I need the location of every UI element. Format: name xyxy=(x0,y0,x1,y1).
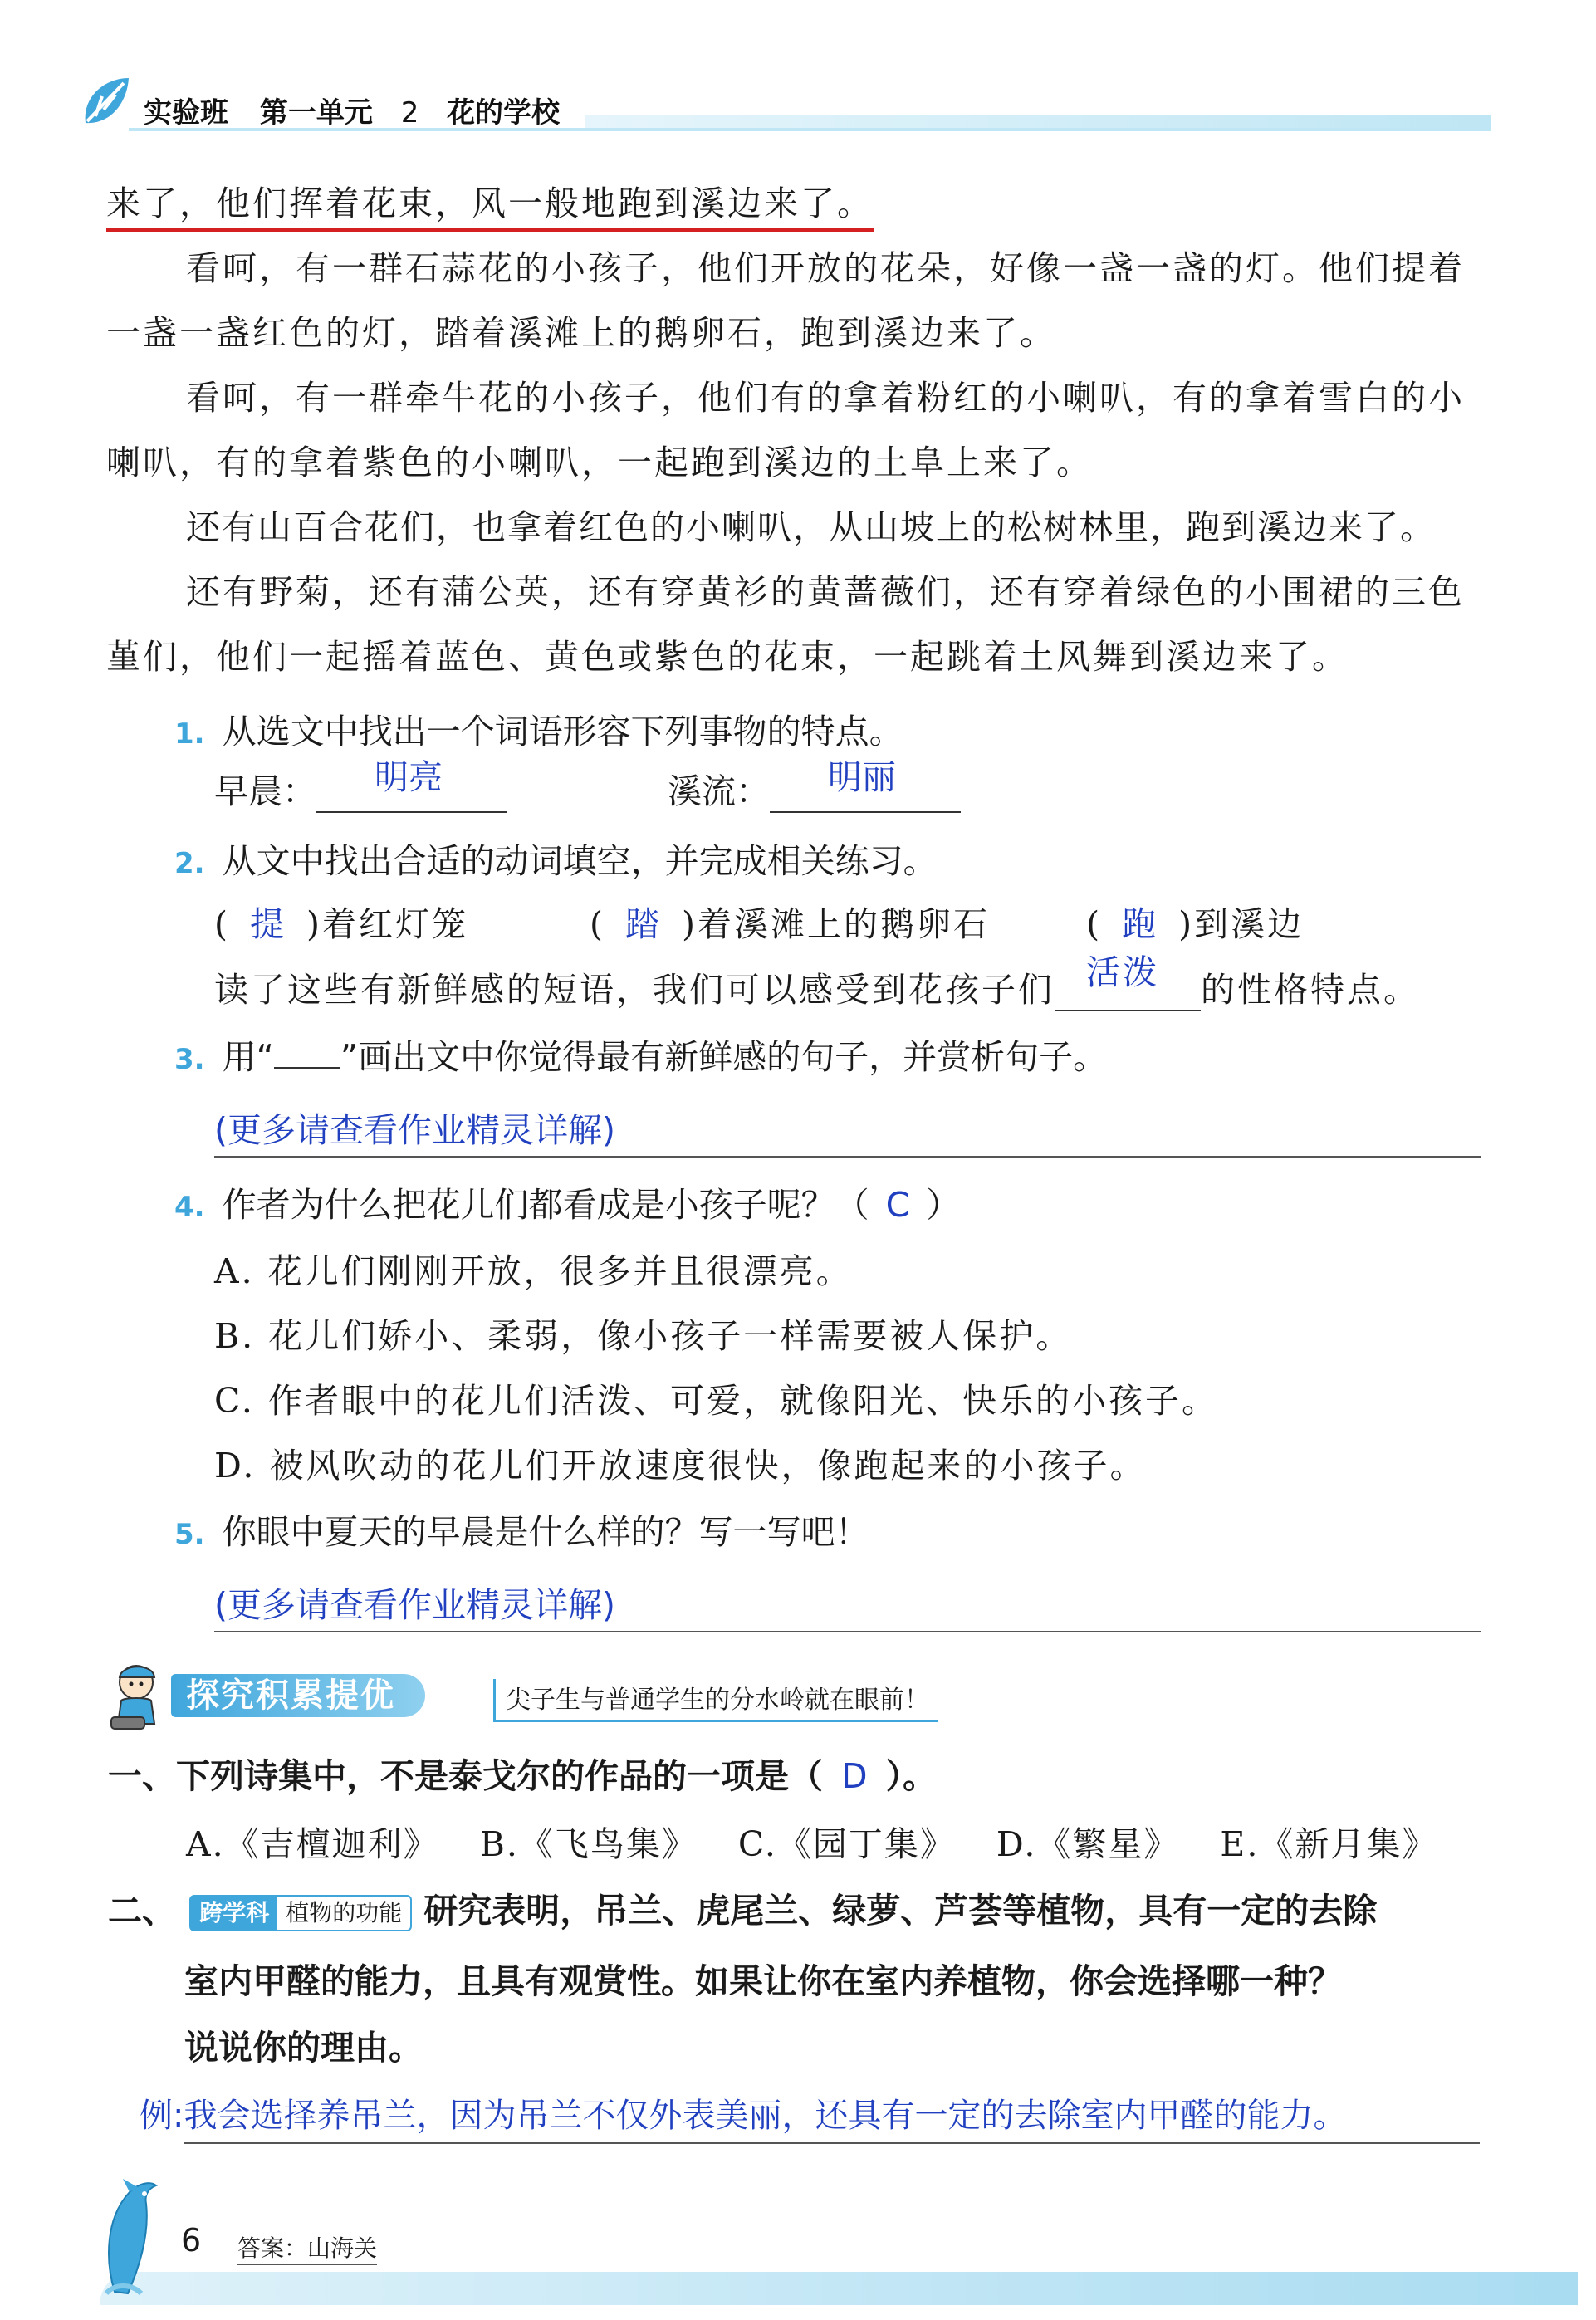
paragraph-2: 看呵，有一群牵牛花的小孩子，他们有的拿着粉红的小喇叭，有的拿着雪白的小喇叭，有的拿着紫色的小喇叭，一起跑到溪边的土阜上来了。 xyxy=(106,378,1465,482)
passage xyxy=(106,171,1485,689)
underline-sample xyxy=(274,1067,340,1069)
answer-blank-trait xyxy=(1055,952,1201,1011)
header-band xyxy=(585,115,1491,128)
underlined-sentence: 来了，他们挥着花束，风一般地跑到溪边来了。 xyxy=(106,184,874,232)
section-question-number: 一、 xyxy=(108,1756,176,1796)
header-series: 实验班 xyxy=(144,96,228,130)
answer-blank-stream xyxy=(770,757,961,813)
section-banner xyxy=(106,1659,986,1734)
section-question-number: 二、 xyxy=(108,1891,176,1931)
answer-choice: D xyxy=(841,1756,868,1796)
verb-answer-3: 跑 xyxy=(1122,904,1159,944)
question-1-answers xyxy=(214,757,1294,813)
question-number: 4. xyxy=(174,1191,205,1224)
footer-wave xyxy=(100,2272,1578,2305)
question-3: 3. 用“ ”画出文中你觉得最有新鲜感的句子，并赏析句子。 xyxy=(174,1037,1108,1077)
answer-stream: 明丽 xyxy=(828,757,897,797)
dolphin-icon xyxy=(90,2167,173,2300)
option-a: A.《吉檀迦利》 xyxy=(186,1824,439,1864)
section-question-1-options xyxy=(186,1817,1498,1866)
section-question-2-answer: 例:我会选择养吊兰，因为吊兰不仅外表美丽，还具有一定的去除室内甲醛的能力。 xyxy=(140,2097,1347,2135)
section-question-2: 二、 跨学科 植物的功能 研究表明，吊兰、虎尾兰、绿萝、芦荟等植物，具有一定的去除 xyxy=(108,1891,1378,1931)
option-c: C.《园丁集》 xyxy=(737,1824,956,1864)
label-stream: 溪流： xyxy=(668,771,771,811)
section-tagline: 尖子生与普通学生的分水岭就在眼前！ xyxy=(493,1679,938,1722)
question-text: 你眼中夏天的早晨是什么样的？写一写吧！ xyxy=(222,1512,869,1552)
cross-subject-badge xyxy=(189,1895,412,1931)
option-b: B. 花儿们娇小、柔弱，像小孩子一样需要被人保护。 xyxy=(214,1316,1073,1356)
question-2-sentence: 读了这些有新鲜感的短语，我们可以感受到花孩子们 活泼 的性格特点。 xyxy=(214,962,1493,1011)
question-1 xyxy=(174,704,1486,753)
page-footer xyxy=(0,2159,1596,2320)
question-number: 1. xyxy=(174,717,205,751)
option-a: A. 花儿们刚刚开放，很多并且很漂亮。 xyxy=(214,1251,853,1291)
paragraph-1: 看呵，有一群石蒜花的小孩子，他们开放的花朵，好像一盏一盏的灯。他们提着一盏一盏红色的灯，踏着溪滩上的鹅卵石，跑到溪边来了。 xyxy=(106,248,1465,353)
question-5 xyxy=(174,1505,1486,1554)
question-2-verbs xyxy=(214,897,1493,946)
verb-item-2: ( 踏 )着溪滩上的鹅卵石 xyxy=(590,904,991,944)
question-number: 2. xyxy=(174,847,205,880)
section-title: 探究积累提优 xyxy=(171,1674,425,1717)
question-text: 从文中找出合适的动词填空，并完成相关练习。 xyxy=(222,841,938,881)
verb-item-1: ( 提 )着红灯笼 xyxy=(214,904,468,944)
header-lesson-title: 花的学校 xyxy=(447,96,561,130)
option-b: B.《飞鸟集》 xyxy=(479,1824,698,1864)
badge-text: 植物的功能 xyxy=(286,1899,403,1926)
label-morning: 早晨： xyxy=(214,771,316,811)
answer-choice: C xyxy=(885,1185,910,1225)
verb-answer-1: 提 xyxy=(250,904,286,944)
page-number: 6 xyxy=(181,2222,202,2259)
header-unit: 第一单元 xyxy=(259,96,373,130)
section-question-1: 一、下列诗集中，不是泰戈尔的作品的一项是（ D ）。 xyxy=(108,1756,938,1796)
answer-trait: 活泼 xyxy=(1086,952,1159,992)
answer-line-q5 xyxy=(214,1631,1481,1632)
option-d: D. 被风吹动的花儿们开放速度很快，像跑起来的小孩子。 xyxy=(214,1446,1147,1485)
question-text: 从选文中找出一个词语形容下列事物的特点。 xyxy=(222,712,903,751)
question-4-options xyxy=(214,1239,1493,1498)
option-d: D.《繁星》 xyxy=(996,1824,1180,1864)
section-question-2-body: 室内甲醛的能力，且具有观赏性。如果让你在室内养植物，你会选择哪一种？ 说说你的理由。 xyxy=(184,1961,1342,2068)
verb-answer-2: 踏 xyxy=(625,904,663,944)
paragraph-3: 还有山百合花们，也拿着红色的小喇叭，从山坡上的松树林里，跑到溪边来了。 xyxy=(186,507,1436,547)
header-lesson-number: 2 xyxy=(400,96,419,130)
answer-line-section-q2 xyxy=(184,2142,1480,2144)
answer-line-q3 xyxy=(214,1156,1481,1158)
passage-line-first xyxy=(106,171,1485,236)
leaf-logo-icon xyxy=(79,73,132,131)
question-5-answer: (更多请查看作业精灵详解) xyxy=(214,1585,615,1625)
answer-morning: 明亮 xyxy=(375,757,443,797)
verb-item-3: ( 跑 )到溪边 xyxy=(1086,904,1305,944)
answer-blank-morning xyxy=(316,757,507,813)
question-number: 3. xyxy=(174,1043,205,1076)
paragraph-4: 还有野菊，还有蒲公英，还有穿黄衫的黄蔷薇们，还有穿着绿色的小围裙的三色堇们，他们一起摇着蓝色、黄色或紫色的花束，一起跳着土风舞到溪边来了。 xyxy=(106,572,1465,677)
badge-tag: 跨学科 xyxy=(191,1897,277,1930)
option-e: E.《新月集》 xyxy=(1220,1824,1438,1864)
option-c: C. 作者眼中的花儿们活泼、可爱，就像阳光、快乐的小孩子。 xyxy=(214,1381,1218,1421)
question-2 xyxy=(174,834,1486,883)
question-4: 4. 作者为什么把花儿们都看成是小孩子呢？（ C ） xyxy=(174,1185,961,1225)
question-3-answer: (更多请查看作业精灵详解) xyxy=(214,1110,615,1150)
question-number: 5. xyxy=(174,1518,205,1551)
page-header xyxy=(79,73,1491,139)
question-text: 作者为什么把花儿们都看成是小孩子呢？（ xyxy=(222,1185,869,1225)
student-mascot-icon xyxy=(106,1659,171,1734)
answer-label: 答案：山海关 xyxy=(237,2230,377,2265)
